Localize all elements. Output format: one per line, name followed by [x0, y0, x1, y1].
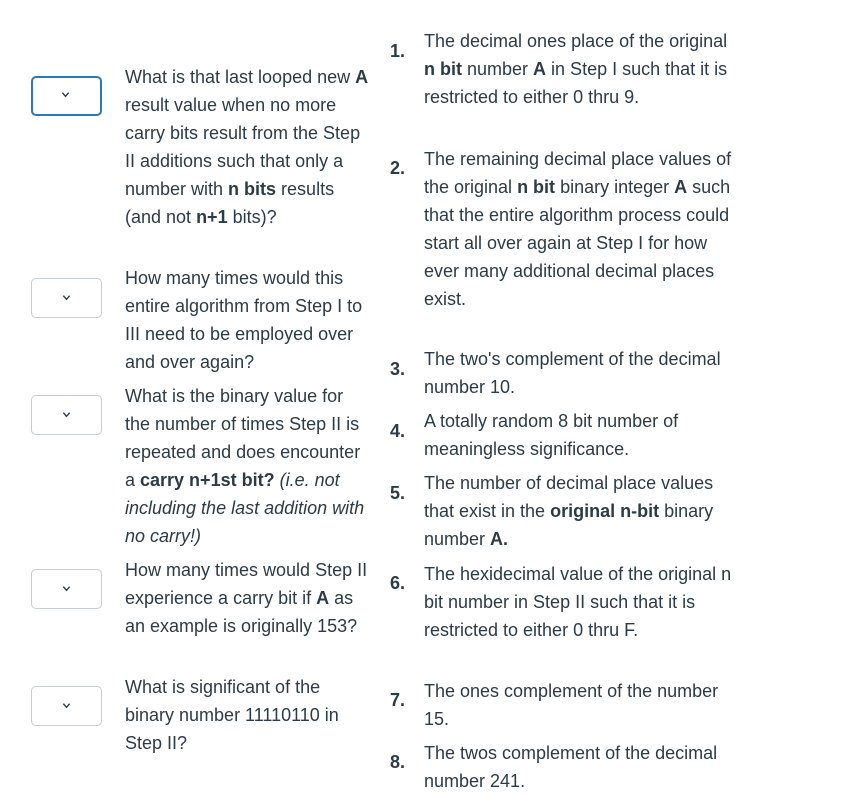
match-select-2[interactable]: [31, 278, 102, 318]
answer-text: binary integer: [555, 177, 675, 197]
prompt-text-bold: A: [355, 67, 369, 87]
match-prompt-1: [125, 63, 370, 231]
answer-number-8: 8.: [390, 752, 406, 772]
prompt-text: as an example is originally 153?: [125, 588, 358, 636]
prompt-text: What is significant of the binary number 11110110 in Step II?: [125, 677, 339, 753]
match-select-5[interactable]: [31, 686, 102, 726]
chevron-down-icon: [62, 584, 71, 593]
chevron-down-icon: [61, 90, 70, 99]
answer-number-1: 1.: [390, 41, 406, 61]
answer-option-1: [424, 27, 742, 111]
match-prompt-4: [125, 556, 370, 640]
prompt-text-bold: n bits: [228, 179, 277, 199]
answer-text: in Step I such that it is restricted to either 0 thru 9.: [424, 59, 728, 107]
match-select-4[interactable]: [31, 569, 102, 609]
match-select-3[interactable]: [31, 395, 102, 435]
prompt-text-bold: A: [316, 588, 330, 608]
answer-number-6: 6.: [390, 573, 406, 593]
match-select-1[interactable]: [31, 76, 102, 116]
answer-option-3: [424, 345, 742, 401]
answer-option-5: [424, 469, 742, 553]
match-prompt-5: [125, 673, 370, 757]
answer-text: such that the entire algorithm process could start all over again at Step I for how ever many additional decimal places exist.: [424, 177, 731, 309]
answer-text-bold: n bit: [424, 59, 462, 79]
answer-option-2: [424, 145, 742, 313]
prompt-text-italic: (i.e. not including the last addition with no carry!): [125, 470, 365, 546]
prompt-text: What is that last looped new: [125, 67, 356, 87]
chevron-down-icon: [62, 410, 71, 419]
chevron-down-icon: [62, 293, 71, 302]
answer-text: The two's complement of the decimal number 10.: [424, 349, 721, 397]
answer-number-2: 2.: [390, 158, 406, 178]
prompt-text-bold: n+1: [196, 207, 228, 227]
prompt-text-bold: carry n+1st bit?: [140, 470, 275, 490]
answer-text-bold: A.: [490, 529, 509, 549]
answer-number-7: 7.: [390, 690, 406, 710]
match-prompt-2: [125, 264, 370, 376]
prompt-text: What is the binary value for the number of times Step II is repeated and does encounter a: [125, 386, 361, 490]
answer-text: The hexidecimal value of the original n bit number in Step II such that it is restricted to either 0 thru F.: [424, 564, 732, 640]
answer-text: The twos complement of the decimal number 241.: [424, 743, 718, 791]
answer-text: The ones complement of the number 15.: [424, 681, 719, 729]
answer-option-6: [424, 560, 742, 644]
prompt-text: How many times would Step II experience a carry bit if: [125, 560, 368, 608]
answer-number-5: 5.: [390, 483, 406, 503]
answer-text-bold: A: [674, 177, 688, 197]
answer-text: binary number: [424, 501, 714, 549]
chevron-down-icon: [62, 701, 71, 710]
answer-text: The decimal ones place of the original: [424, 31, 728, 51]
answer-text-bold: n bit: [517, 177, 556, 197]
prompt-text: result value when no more carry bits result from the Step II additions such that only a number with: [125, 95, 361, 199]
answer-text-bold: original n-bit: [550, 501, 660, 521]
answer-option-7: [424, 677, 742, 733]
prompt-text: bits)?: [227, 207, 277, 227]
prompt-text: How many times would this entire algorithm from Step I to III need to be employed over and over again?: [125, 268, 363, 372]
prompt-text: results (and not: [125, 179, 335, 227]
answer-number-3: 3.: [390, 359, 406, 379]
answer-number-4: 4.: [390, 421, 406, 441]
answer-option-4: [424, 407, 742, 463]
answer-text: The number of decimal place values that exist in the: [424, 473, 714, 521]
answer-text: The remaining decimal place values of the original: [424, 149, 732, 197]
answer-text: number: [462, 59, 534, 79]
answer-option-8: [424, 739, 742, 795]
answer-text: A totally random 8 bit number of meaningless significance.: [424, 411, 679, 459]
match-prompt-3: [125, 382, 370, 550]
answer-text-bold: A: [533, 59, 547, 79]
